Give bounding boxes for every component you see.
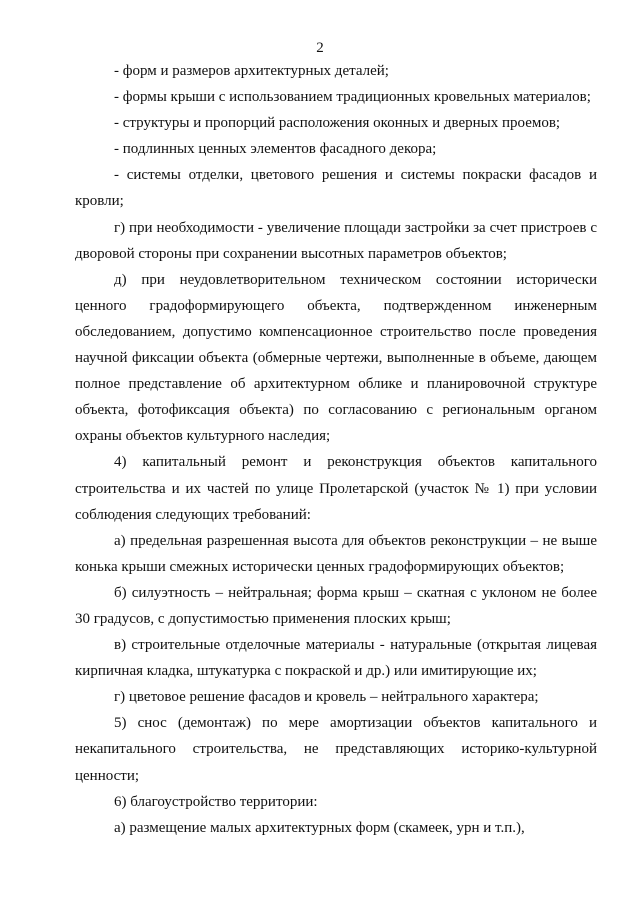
document-body: [75, 58, 597, 841]
clause-5-demolition: 5) снос (демонтаж) по мере амортизации объектов капитального и некапитального строительства, не представляющих историко-культурной ценности;: [75, 715, 597, 784]
list-item-window-door-openings: - структуры и пропорций расположения оконных и дверных проемов;: [114, 115, 561, 132]
clause-4-reconstruction: 4) капитальный ремонт и реконструкция объектов капитального строительства и их частей по улице Пролетарской (участок № 1) при условии соблюдения следующих требований:: [75, 454, 597, 523]
clause-d-compensatory-construction: д) при неудовлетворительном техническом состоянии исторически ценного градоформирующего объекта, подтвержденном инженерным обследованием, допустимо компенсационное строительство после проведения научной фиксации объекта (обмерные чертежи, выполненные в объеме, дающем полное представление об архитектурном облике и планировочной структуре объекта, фотофиксация объекта) по согласованию с региональным органом охраны объектов культурного наследия;: [75, 271, 597, 445]
clause-6-landscaping: 6) благоустройство территории:: [114, 793, 318, 810]
clause-a-small-architectural-forms: а) размещение малых архитектурных форм (скамеек, урн и т.п.),: [114, 819, 525, 836]
clause-g-building-area: г) при необходимости - увеличение площади застройки за счет пристроев с дворовой стороны при сохранении высотных параметров объектов;: [75, 219, 597, 262]
clause-g-color-scheme: г) цветовое решение фасадов и кровель – нейтрального характера;: [114, 689, 539, 706]
list-item-architectural-details: - форм и размеров архитектурных деталей;: [114, 63, 389, 79]
list-item-finishing-color: - системы отделки, цветового решения и системы покраски фасадов и кровли;: [75, 167, 597, 210]
clause-a-height-limit: а) предельная разрешенная высота для объектов реконструкции – не выше конька крыши смежных исторически ценных градоформирующих объектов;: [75, 532, 597, 575]
list-item-facade-decor: - подлинных ценных элементов фасадного декора;: [114, 141, 437, 158]
page-number: 2: [316, 40, 324, 56]
clause-b-silhouette-roof: б) силуэтность – нейтральная; форма крыш – скатная с уклоном не более 30 градусов, с допустимостью применения плоских крыш;: [75, 584, 597, 627]
clause-v-finishing-materials: в) строительные отделочные материалы - натуральные (открытая лицевая кирпичная кладка, штукатурка с покраской и др.) или имитирующие их;: [75, 637, 597, 680]
list-item-roof-shape: - формы крыши с использованием традиционных кровельных материалов;: [114, 89, 591, 106]
